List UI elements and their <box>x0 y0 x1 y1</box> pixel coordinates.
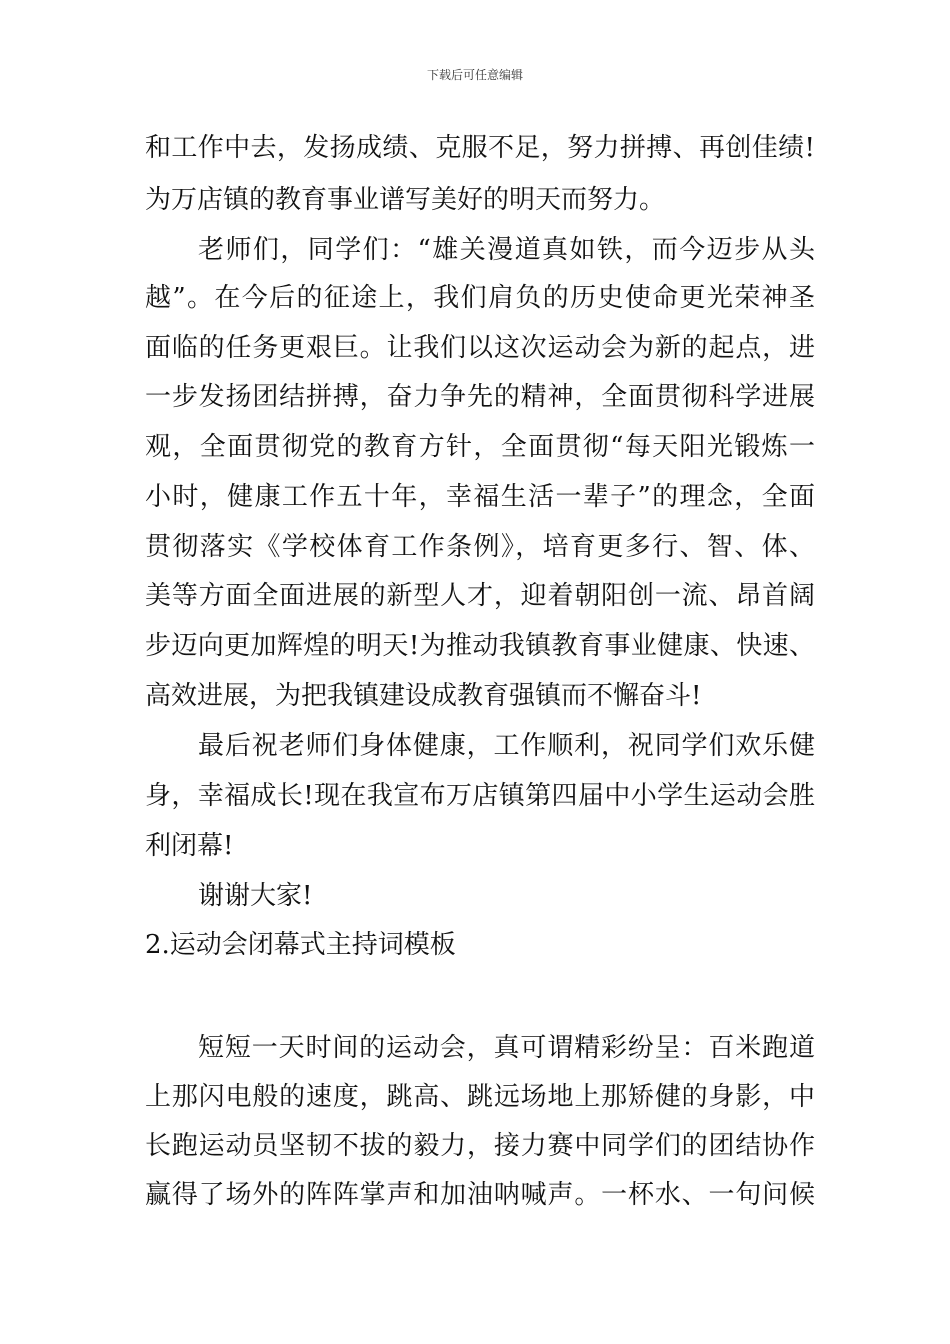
body-line: 小时，健康工作五十年，幸福生活一辈子”的理念，全面 <box>145 482 815 512</box>
body-line: 利闭幕! <box>145 831 234 861</box>
body-line: 越”。在今后的征途上，我们肩负的历史使命更光荣神圣 <box>145 283 815 313</box>
body-line: 长跑运动员坚韧不拔的毅力，接力赛中同学们的团结协作 <box>145 1131 815 1161</box>
body-line: 高效进展，为把我镇建设成教育强镇而不懈奋斗! <box>145 681 702 711</box>
page-header: 下载后可任意编辑 <box>426 68 523 82</box>
body-line: 老师们，同学们：“雄关漫道真如铁，而今迈步从头 <box>198 235 815 265</box>
body-line: 短短一天时间的运动会，真可谓精彩纷呈：百米跑道 <box>198 1033 815 1063</box>
body-line: 赢得了场外的阵阵掌声和加油呐喊声。一杯水、一句问候 <box>145 1180 815 1210</box>
body-line: 一步发扬团结拼搏，奋力争先的精神，全面贯彻科学进展 <box>145 382 815 412</box>
body-line: 步迈向更加辉煌的明天!为推动我镇教育事业健康、快速、 <box>145 631 815 661</box>
body-line: 为万店镇的教育事业谱写美好的明天而努力。 <box>145 185 666 215</box>
body-line: 身，幸福成长!现在我宣布万店镇第四届中小学生运动会胜 <box>145 781 815 811</box>
body-line: 面临的任务更艰巨。让我们以这次运动会为新的起点，进 <box>145 333 815 363</box>
body-line: 上那闪电般的速度，跳高、跳远场地上那矫健的身影，中 <box>145 1082 815 1112</box>
body-line: 美等方面全面进展的新型人才，迎着朝阳创一流、昂首阔 <box>145 581 815 611</box>
body-line: 和工作中去，发扬成绩、克服不足，努力拼搏、再创佳绩! <box>145 133 815 163</box>
body-line: 谢谢大家! <box>198 881 313 911</box>
body-line: 观，全面贯彻党的教育方针，全面贯彻“每天阳光锻炼一 <box>145 432 815 462</box>
body-line: 贯彻落实《学校体育工作条例》，培育更多行、智、体、 <box>145 532 815 562</box>
body-line: 最后祝老师们身体健康，工作顺利，祝同学们欢乐健 <box>198 731 815 761</box>
section-heading: 2.运动会闭幕式主持词模板 <box>145 930 456 960</box>
